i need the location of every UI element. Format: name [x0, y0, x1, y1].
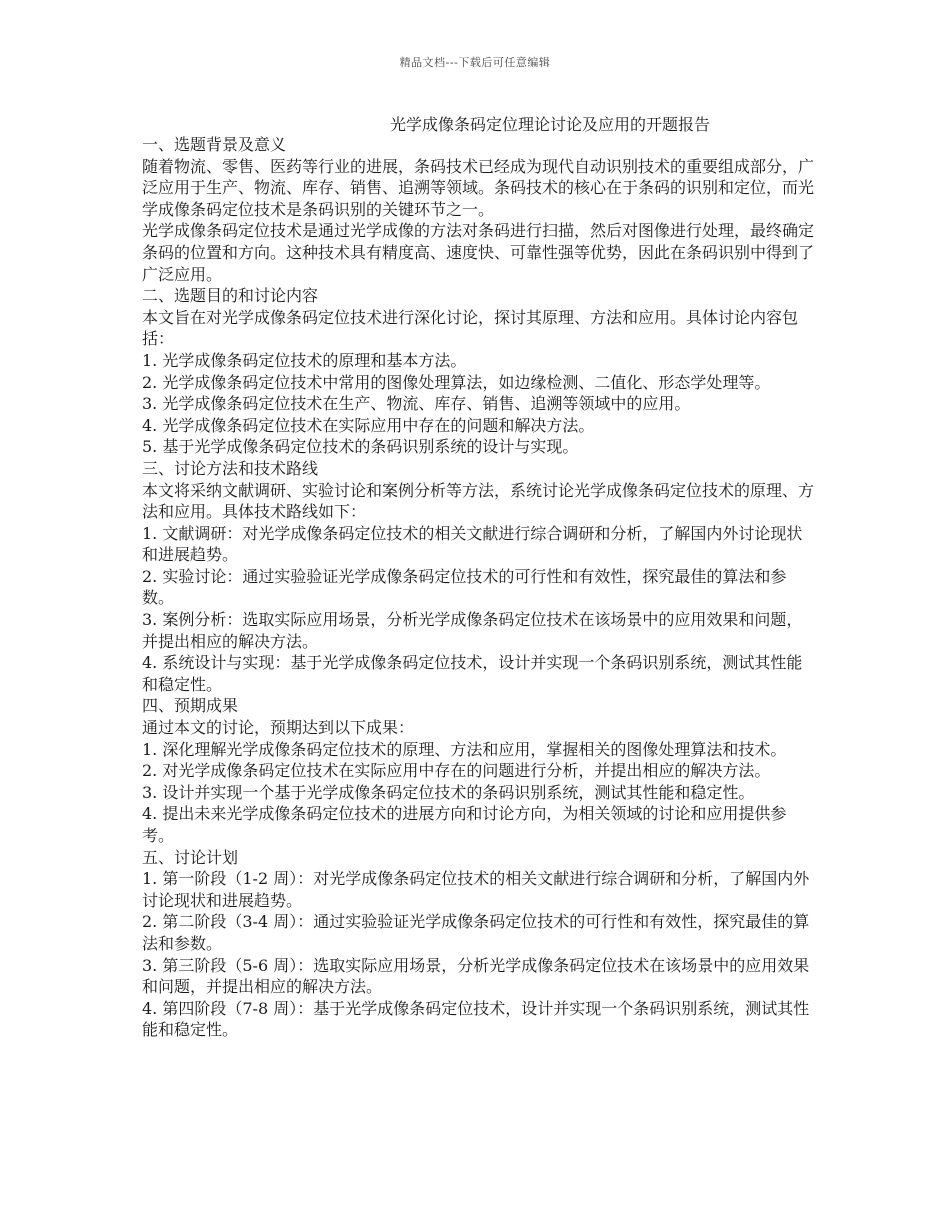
section-heading: 五、讨论计划: [142, 847, 239, 867]
list-item: 1. 深化理解光学成像条码定位技术的原理、方法和应用，掌握相关的图像处理算法和技术。: [142, 739, 787, 759]
section-heading: 三、讨论方法和技术路线: [142, 458, 319, 478]
list-item: 2. 实验讨论：通过实验验证光学成像条码定位技术的可行性和有效性，探究最佳的算法和参数。: [142, 566, 787, 608]
list-item: 1. 文献调研：对光学成像条码定位技术的相关文献进行综合调研和分析，了解国内外讨论现状和进展趋势。: [142, 523, 803, 565]
paragraph: 本文将采纳文献调研、实验讨论和案例分析等方法，系统讨论光学成像条码定位技术的原理、方法和应用。具体技术路线如下：: [142, 480, 815, 522]
paragraph: 随着物流、零售、医药等行业的进展，条码技术已经成为现代自动识别技术的重要组成部分，广泛应用于生产、物流、库存、销售、追溯等领域。条码技术的核心在于条码的识别和定位，而光学成像条码定位技术是条码识别的关键环节之一。: [142, 156, 815, 219]
list-item: 4. 第四阶段（7-8 周）：基于光学成像条码定位技术，设计并实现一个条码识别系统，测试其性能和稳定性。: [142, 998, 810, 1040]
list-item: 2. 对光学成像条码定位技术在实际应用中存在的问题进行分析，并提出相应的解决方法。: [142, 761, 771, 781]
list-item: 3. 光学成像条码定位技术在生产、物流、库存、销售、追溯等领域中的应用。: [142, 394, 691, 414]
list-item: 5. 基于光学成像条码定位技术的条码识别系统的设计与实现。: [142, 437, 579, 457]
section-heading: 四、预期成果: [142, 696, 239, 716]
list-item: 3. 案例分析：选取实际应用场景，分析光学成像条码定位技术在该场景中的应用效果和问题，并提出相应的解决方法。: [142, 610, 803, 651]
list-item: 1. 第一阶段（1-2 周）：对光学成像条码定位技术的相关文献进行综合调研和分析，了解国内外讨论现状和进展趋势。: [142, 869, 810, 910]
section-background: [142, 134, 814, 285]
list-item: 4. 系统设计与实现：基于光学成像条码定位技术，设计并实现一个条码识别系统，测试其性能和稳定性。: [142, 653, 803, 694]
list-item: 4. 提出未来光学成像条码定位技术的进展方向和讨论方向，为相关领域的讨论和应用提供参考。: [142, 804, 787, 845]
paragraph: 光学成像条码定位技术是通过光学成像的方法对条码进行扫描，然后对图像进行处理，最终确定条码的位置和方向。这种技术具有精度高、速度快、可靠性强等优势，因此在条码识别中得到了广泛应用。: [142, 221, 815, 284]
section-heading: 二、选题目的和讨论内容: [142, 286, 319, 306]
list-item: 3. 设计并实现一个基于光学成像条码定位技术的条码识别系统，测试其性能和稳定性。: [142, 782, 755, 802]
paragraph: 本文旨在对光学成像条码定位技术进行深化讨论，探讨其原理、方法和应用。具体讨论内容包括：: [142, 307, 799, 349]
document-body: [142, 134, 814, 1041]
page-header: 精品文档---下载后可任意编辑: [399, 56, 551, 69]
list-item: 2. 光学成像条码定位技术中常用的图像处理算法，如边缘检测、二值化、形态学处理等。: [142, 372, 771, 392]
section-purpose: [142, 285, 814, 458]
list-item: 3. 第三阶段（5-6 周）：选取实际应用场景，分析光学成像条码定位技术在该场景中的应用效果和问题，并提出相应的解决方法。: [142, 955, 810, 997]
document-title: 光学成像条码定位理论讨论及应用的开题报告: [389, 115, 710, 134]
section-heading: 一、选题背景及意义: [142, 135, 287, 154]
section-methods: [142, 458, 814, 696]
section-plan: [142, 847, 814, 1041]
list-item: 4. 光学成像条码定位技术在实际应用中存在的问题和解决方法。: [142, 415, 595, 435]
paragraph: 通过本文的讨论，预期达到以下成果：: [142, 718, 415, 738]
section-expected-results: [142, 695, 814, 846]
list-item: 2. 第二阶段（3-4 周）：通过实验验证光学成像条码定位技术的可行性和有效性，探究最佳的算法和参数。: [142, 912, 810, 953]
list-item: 1. 光学成像条码定位技术的原理和基本方法。: [142, 350, 467, 370]
